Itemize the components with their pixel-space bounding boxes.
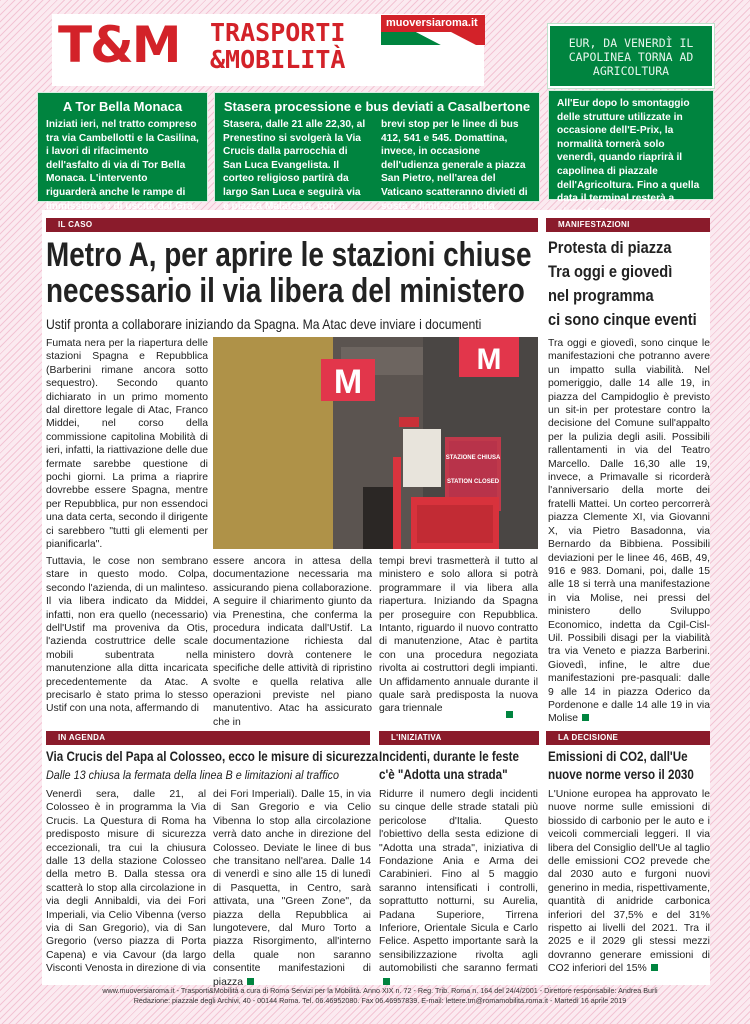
footer-line2: Redazione: piazzale degli Archivi, 40 - 00144 Roma. Tel. 06.46952080. Fax 06.46957839. E-mail: lettere.tm@romamobilita.roma.it - Martedì 16 aprile 2019: [133, 996, 627, 1005]
footer-line1: www.muoversiaroma.it - Trasporti&Mobilità a cura di Roma Servizi per la Mobilità. Anno XIX n. 72 - Reg. Trib. Roma n. 164 del 24/4/2001 - Direttore responsabile: Andrea Burli: [102, 986, 658, 995]
masthead-logo: T&M: [58, 16, 180, 74]
decis-title-line1: Emissioni di CO2, dall'Ue: [548, 749, 688, 764]
box-body: Iniziati ieri, nel tratto compreso tra via Cambellotti e la Casilina, i lavori di rifacimento dell'asfalto di via di Tor Bella Monaca. L'intervento riguarderà anche le rampe di immissione e di uscita dal Gra.: [46, 119, 199, 212]
box-eur: [548, 90, 714, 218]
section-label-il-caso: IL CASO: [46, 218, 538, 232]
box-eur-header: [548, 24, 714, 88]
main-col2: essere ancora in attesa della documentazione necessaria ma assicurando piena collaborazione. A seguire il chiarimento giunto da via Prenestina, che conferma la procedura indicata dall'Ustif. La documentazione richiesta dal ministero dovrà contenere le specifiche delle attività di ripristino svolte e quella relativa alle operazioni previste nel piano manutentivo. Atac ha assicurato che in: [213, 556, 372, 728]
box-col1: Stasera, dalle 21 alle 22,30, al Prenestino si svolgerà la Via Crucis dalla parrocchia di San Luca Evangelista. Il corteo religioso partirà da largo San Luca e seguirà via e piazza Malatesta, con: [223, 119, 366, 212]
section-label-decisione: LA DECISIONE: [546, 731, 710, 745]
manif-title-line2: Tra oggi e giovedì: [548, 262, 673, 281]
photo-sign-closed-en: STATION CLOSED: [446, 479, 500, 485]
manif-body: Tra oggi e giovedì, sono cinque le manifestazioni che potranno avere un impatto sulla viabilità. Nel pomeriggio, dalle 14 alle 19, in piazza del Campidoglio è previsto un sit-in per protestare contro la decisione del Comune sull'appalto per la pulizia degli asili. Possibili rallentamenti in via del Teatro Marcello. Dalle 16,30 alle 19, invece, a Primavalle si ricorderà l'anniversario della morte dei fratelli Mattei. Un corteo percorrerà piazza Clemente XI, via Giovanni X, via Pietro Basadonna, via Bernardo da Bibbiena. Possibili deviazioni per le linee 46, 46B, 49, 916 e 983. Domani, poi, dalle 15 alle 18 si terrà una manifestazione in via Molise, nei pressi del ministero dello Sviluppo Economico, indetta da Cgil-Cisl-Uil. Possibili disagi per la viabilità tra via Veneto e piazza Barberini. Giovedì, infine, le altre due manifestazioni pre-pasquali: dalle 9 alle 14 in piazza Oderico da Pordenone e dalle 14 alle 19 in via Molise: [548, 338, 710, 725]
box-title: Stasera processione e bus deviati a Casalbertone: [223, 99, 531, 114]
manif-title-line4: ci sono cinque eventi: [548, 310, 697, 329]
photo-sign-closed: STAZIONE CHIUSA: [445, 455, 501, 461]
decis-body: L'Unione europea ha approvato le nuove norme sulle emissioni di biossido di carbonio per le auto e i veicoli commerciali leggeri. Il via libera del Consiglio dell'Ue al taglio delle emissioni CO2 prevede che dal 2030 auto e furgoni nuovi generino in media, rispettivamente, quantità di anidride carbonica inferiori del 37,5% e del 31% rispetto ai livelli del 2021. Tra il 2025 e il 2029 gli stessi mezzi dovranno generare emissioni di CO2 inferiori del 15%: [548, 789, 710, 975]
box-title: A Tor Bella Monaca: [62, 99, 183, 114]
agenda-col2: dei Fori Imperiali). Dalle 15, in via di San Gregorio e via Celio Vibenna lo stop alla circolazione verrà dato anche in direzione del Colosseo. Deviate le linee di bus che transitano nell'area. Dalle 14 di venerdì e sino alle 15 di lunedì di Pasquetta, in Centro, sarà attivata, una "Green Zone", da piazza della Repubblica ai lungotevere, dal Muro Torto a piazza Risorgimento, all'interno della quale non saranno consentite manifestazioni di piazza: [213, 789, 371, 988]
main-headline-line2: necessario il via libera del ministero: [46, 272, 525, 310]
end-square-icon: [582, 714, 589, 721]
footer: [60, 986, 700, 1006]
iniz-title-line2: c'è "Adotta una strada": [379, 767, 508, 782]
box-col2: brevi stop per le linee di bus 412, 541 e 545. Domattina, invece, in occasione dell'udienza generale a piazza San Pietro, nell'area del Vaticano scatteranno divieti di sosta e limitazioni della: [381, 119, 528, 212]
section-label-iniziativa: L'INIZIATIVA: [379, 731, 539, 745]
end-square-icon: [247, 978, 254, 985]
main-headline-line1: Metro A, per aprire le stazioni chiuse: [46, 236, 532, 274]
box-tor-bella-monaca: [37, 92, 208, 212]
italian-flag-icon: [381, 32, 485, 45]
masthead-title-line1: TRASPORTI: [210, 18, 346, 47]
iniz-title-line1: Incidenti, durante le feste: [379, 749, 520, 764]
agenda-title: Via Crucis del Papa al Colosseo, ecco le misure di sicurezza: [46, 749, 379, 764]
end-square-icon: [506, 711, 513, 718]
iniz-body: Ridurre il numero degli incidenti su cinque delle strade statali più pericolose d'Italia. Questo l'obiettivo della sesta edizione di "Adotta una strada", iniziativa di Fondazione Ania e Arma dei Carabinieri. Fino al 5 maggio saranno intensificati i controlli, soprattutto notturni, su Aurelia, Padana Superiore, Tirrena Inferiore, Orientale Sicula e Carlo Felice. Aspetto importante sarà la sensibilizzazione rivolta agli automobilisti che saranno fermati: [379, 788, 538, 989]
svg-text:M: M: [333, 363, 363, 401]
section-label-manifestazioni: MANIFESTAZIONI: [546, 218, 710, 232]
box-body: All'Eur dopo lo smontaggio delle strutture utilizzate in occasione dell'E-Prix, la normalità tornerà solo venerdì, quando riaprirà il capolinea di piazzale dell'Agricoltura. Fino a quella data il terminal resterà a piazzale Sturzo.: [557, 98, 700, 218]
box-eur-title: EUR, DA VENERDÌ IL CAPOLINEA TORNA AD AGRICOLTURA: [568, 36, 694, 78]
end-square-icon: [383, 978, 390, 985]
agenda-subtitle: Dalle 13 chiusa la fermata della linea B e limitazioni al traffico: [46, 768, 339, 782]
metro-station-photo: [213, 337, 538, 549]
main-col1-top: Fumata nera per la riapertura delle stazioni Spagna e Repubblica (Barberini rimane ancora sotto sequestro). Secondo quanto dichiarato in un primo momento dal direttore legale di Atac, Franco Middei, nel corso della commissione capitolina Mobilità di ieri, infatti, la riattivazione delle due fermate sarebbe questione di pochi giorni. La prima a riaprire dovrebbe essere Spagna, mentre per Repubblica, pur non essendoci una data certa, secondo il dirigente ci sarebbero "tutti gli elementi per pianificarla".: [46, 338, 208, 551]
decis-title-line2: nuove norme verso il 2030: [548, 767, 694, 782]
end-square-icon: [651, 964, 658, 971]
main-subtitle: Ustif pronta a collaborare iniziando da Spagna. Ma Atac deve inviare i documenti: [46, 316, 482, 332]
main-col1-bottom: Tuttavia, le cose non sembrano stare in questo modo. Colpa, secondo l'azienda, di un malinteso. Il via libera indicato da Middei, infatti, non era quello (necessario) dell'Ustif ma proveniva da Otis, l'azienda costruttrice delle scale mobili subentrata nella manutenzione alla ditta incaricata precedentemente da Atac. A precisarlo è stato prima lo stesso Ustif con una nota, affermando di: [46, 556, 208, 715]
svg-text:M: M: [476, 343, 502, 376]
box-casalbertone: [214, 92, 540, 212]
agenda-col1: Venerdì sera, dalle 21, al Colosseo è in programma la Via Crucis. La Questura di Roma ha predisposto misure di sicurezza eccezionali, tra cui la chiusura dalle 13 della stazione Colosseo della metro B. Dalla stessa ora scatterà lo stop alla circolazione in via degli Annibaldi, via dei Fori Imperiali, via Celio Vibenna (verso via di San Gregorio), via di San Gregorio (verso piazza di Porta Capena) e via Cavour (da largo Visconti Venosta in direzione di via: [46, 789, 206, 975]
manif-title-line3: nel programma: [548, 286, 654, 305]
site-url[interactable]: muoversiaroma.it: [381, 15, 485, 32]
manif-title-line1: Protesta di piazza: [548, 238, 672, 257]
main-col3: tempi brevi trasmetterà il tutto al ministero e solo allora si potrà programmare il via libera alla riapertura. Iniziando da Spagna per proseguire con Repubblica. Intanto, riguardo il nuovo contratto di manutenzione, Atac è partita con una procedura negoziata rivolta ai costruttori degli impianti. Un affidamento annuale durante il quale sarà predisposta la nuova gara triennale: [379, 556, 538, 715]
section-label-in-agenda: IN AGENDA: [46, 731, 370, 745]
masthead-title-line2: &MOBILITÀ: [210, 45, 346, 74]
